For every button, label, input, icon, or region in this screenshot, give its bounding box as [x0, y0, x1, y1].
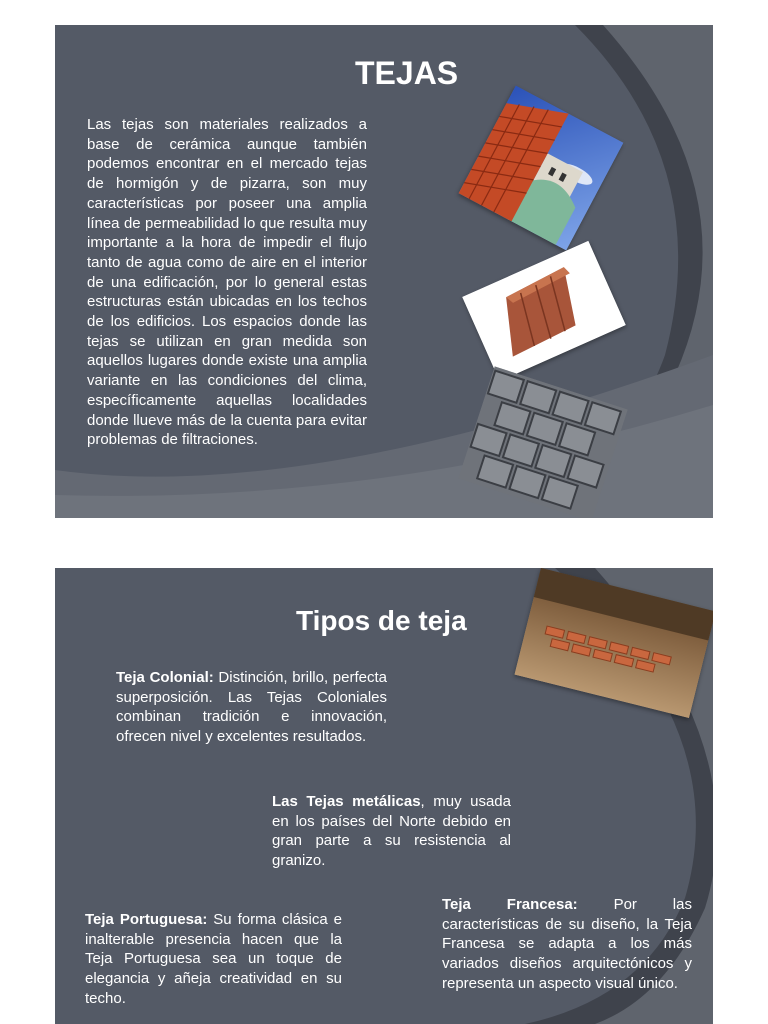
- type-francesa-name: Teja Francesa:: [442, 896, 578, 913]
- type-portuguesa-name: Teja Portuguesa:: [85, 911, 208, 928]
- type-metalica-text: , muy usada en los países del Norte debido en gran parte a su resistencia al granizo.: [272, 793, 511, 870]
- intro-paragraph: Las tejas son materiales realizados a base de cerámica aunque también podemos encontrar en el mercado tejas de hormigón y de pizarra, son muy características por poseer una amplia línea de permeabilidad lo que resulta muy importante a la hora de impedir el flujo tanto de agua como de aire en el interior de una edificación, por lo general estas estructuras están ubicadas en los techos de los edificios. Los espacios donde las tejas se utilizan en gran medida son aquellos lugares donde existe una amplia variante en las condiciones del clima, específicamente aquellas localidades donde llueve más de la cuenta para evitar problemas de filtraciones.: [87, 116, 367, 449]
- type-colonial: [116, 668, 387, 747]
- type-colonial-text: Distinción, brillo, perfecta superposición. Las Tejas Coloniales combinan tradición e innovación, ofrecen nivel y excelentes resultados.: [116, 669, 387, 746]
- slide-title: Tipos de teja: [296, 605, 467, 636]
- type-portuguesa-text: Su forma clásica e inalterable presencia hacen que la Teja Portuguesa sea un toque de elegancia y añeja creatividad en su techo.: [85, 911, 342, 1007]
- slide-title: TEJAS: [355, 55, 459, 91]
- slide-tejas: [55, 25, 713, 518]
- type-metalica-name: Las Tejas metálicas: [272, 793, 421, 810]
- type-metalica: [272, 792, 511, 871]
- type-portuguesa: [85, 910, 342, 1009]
- type-colonial-name: Teja Colonial:: [116, 669, 214, 686]
- slide-tipos-de-teja: [55, 568, 713, 1024]
- type-francesa-text: Por las características de su diseño, la Teja Francesa se adapta a los más variados diseños arquitectónicos y representa un aspecto visual único.: [442, 896, 692, 992]
- type-francesa: [442, 895, 692, 994]
